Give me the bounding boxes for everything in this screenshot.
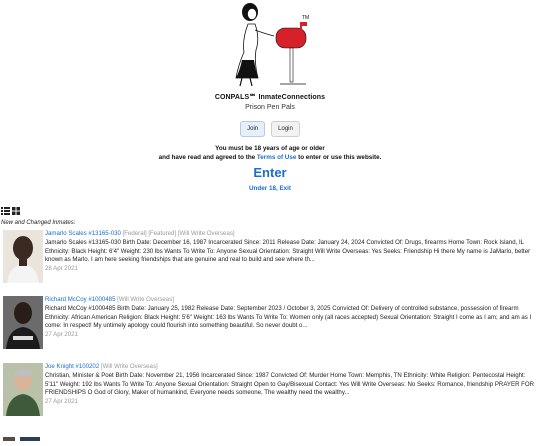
inmate-tags: [Federal] [Featured] [Will Write Overseas]	[122, 230, 235, 237]
conpals-logo	[228, 0, 314, 88]
auth-buttons	[0, 121, 540, 137]
site-subtitle: Prison Pen Pals	[245, 104, 295, 111]
inmate-date: 28 Apr 2021	[45, 265, 78, 273]
next-inmate-photo-edge	[0, 428, 540, 432]
terms-notice	[0, 154, 540, 161]
inmate-tags: [Will Write Overseas]	[117, 296, 174, 303]
inmate-tags: [Will Write Overseas]	[100, 363, 158, 370]
inmate-list-item	[0, 363, 540, 423]
view-toggle	[1, 202, 20, 220]
list-view-icon[interactable]	[1, 202, 10, 220]
terms-of-use-link[interactable]: Terms of Use	[256, 154, 297, 161]
inmate-photo[interactable]	[3, 296, 43, 349]
inmate-name-link[interactable]: Richard McCoy #1000485	[45, 296, 116, 303]
terms-notice-prefix: and have read and agreed to the	[158, 154, 257, 161]
section-title: New and Changed Inmates:	[1, 220, 76, 226]
inmate-name-link[interactable]: Jamarlo Scales #13165-030	[45, 230, 121, 237]
join-button[interactable]: Join	[240, 121, 265, 137]
terms-notice-suffix: to enter or use this website.	[296, 154, 382, 161]
enter-link[interactable]: Enter	[253, 165, 287, 180]
trademark-text: TM	[302, 15, 310, 21]
inmate-list-item	[0, 230, 540, 290]
inmate-description: Christian, Minister & Poet Birth Date: November 21, 1956 Incarcerated Since: 1987 Convicted Of: Murder Home Town: Memphis, TN Ethnicity: White Religion: Pentecostal Height: 5'11" Weight: 192 lbs Wants To Write To: Anyone Sexual Orientation: Straight Open to Gay/Bisexual Contact: Yes Will Write Overseas: No Seeks: Romance, friendship PRAYER FOR FRIENDSHIPS O God of Glory, Maker of humankind, Everyone needs someone, The wealthy need the wealthy...	[45, 371, 535, 397]
inmate-date: 27 Apr 2021	[45, 398, 78, 406]
grid-view-icon[interactable]	[12, 202, 20, 220]
exit-link[interactable]: Under 18, Exit	[249, 185, 291, 192]
inmate-photo[interactable]	[3, 363, 43, 416]
inmate-description: Richard McCoy #1000485 Birth Date: January 25, 1982 Release Date: September 2023 / October 3, 2025 Convicted Of: Delivery of controlled substance, possession of firearm Ethnicity: African American Religion: Black Height: 5'6" Weight: 163 lbs Wants To Write To: Women only (all races accepted) Sexual Orientation: Straight I come as I am; and am as I come: In respect! My untimely apology could flourish into something beautiful. So never doubt o...	[45, 304, 532, 330]
inmate-description: Jamarlo Scales #13165-030 Birth Date: December 16, 1987 Incarcerated Since: 2011 Release Date: January 24, 2024 Convicted Of: Drugs, firearms Home Town: Rock Island, IL Ethnicity: Black Height: 6'4" Weight: 230 lbs Wants To Write To: Anyone Sexual Orientation: Straight Will Write Overseas: Yes Seeks: Friendship Hi there My name is JaMarlo, better known as Marlo. I am here seeking friendships that are genuine and real to build and see where th...	[45, 238, 531, 264]
age-notice: You must be 18 years of age or older	[215, 145, 325, 152]
inmate-name-link[interactable]: Joe Knight #100202	[45, 363, 100, 370]
site-title: CONPALS℠ InmateConnections	[214, 94, 326, 101]
inmate-date: 27 Apr 2021	[45, 331, 78, 339]
login-button[interactable]: Login	[271, 121, 300, 137]
inmate-list-item	[0, 296, 540, 356]
inmate-photo[interactable]	[3, 230, 43, 283]
